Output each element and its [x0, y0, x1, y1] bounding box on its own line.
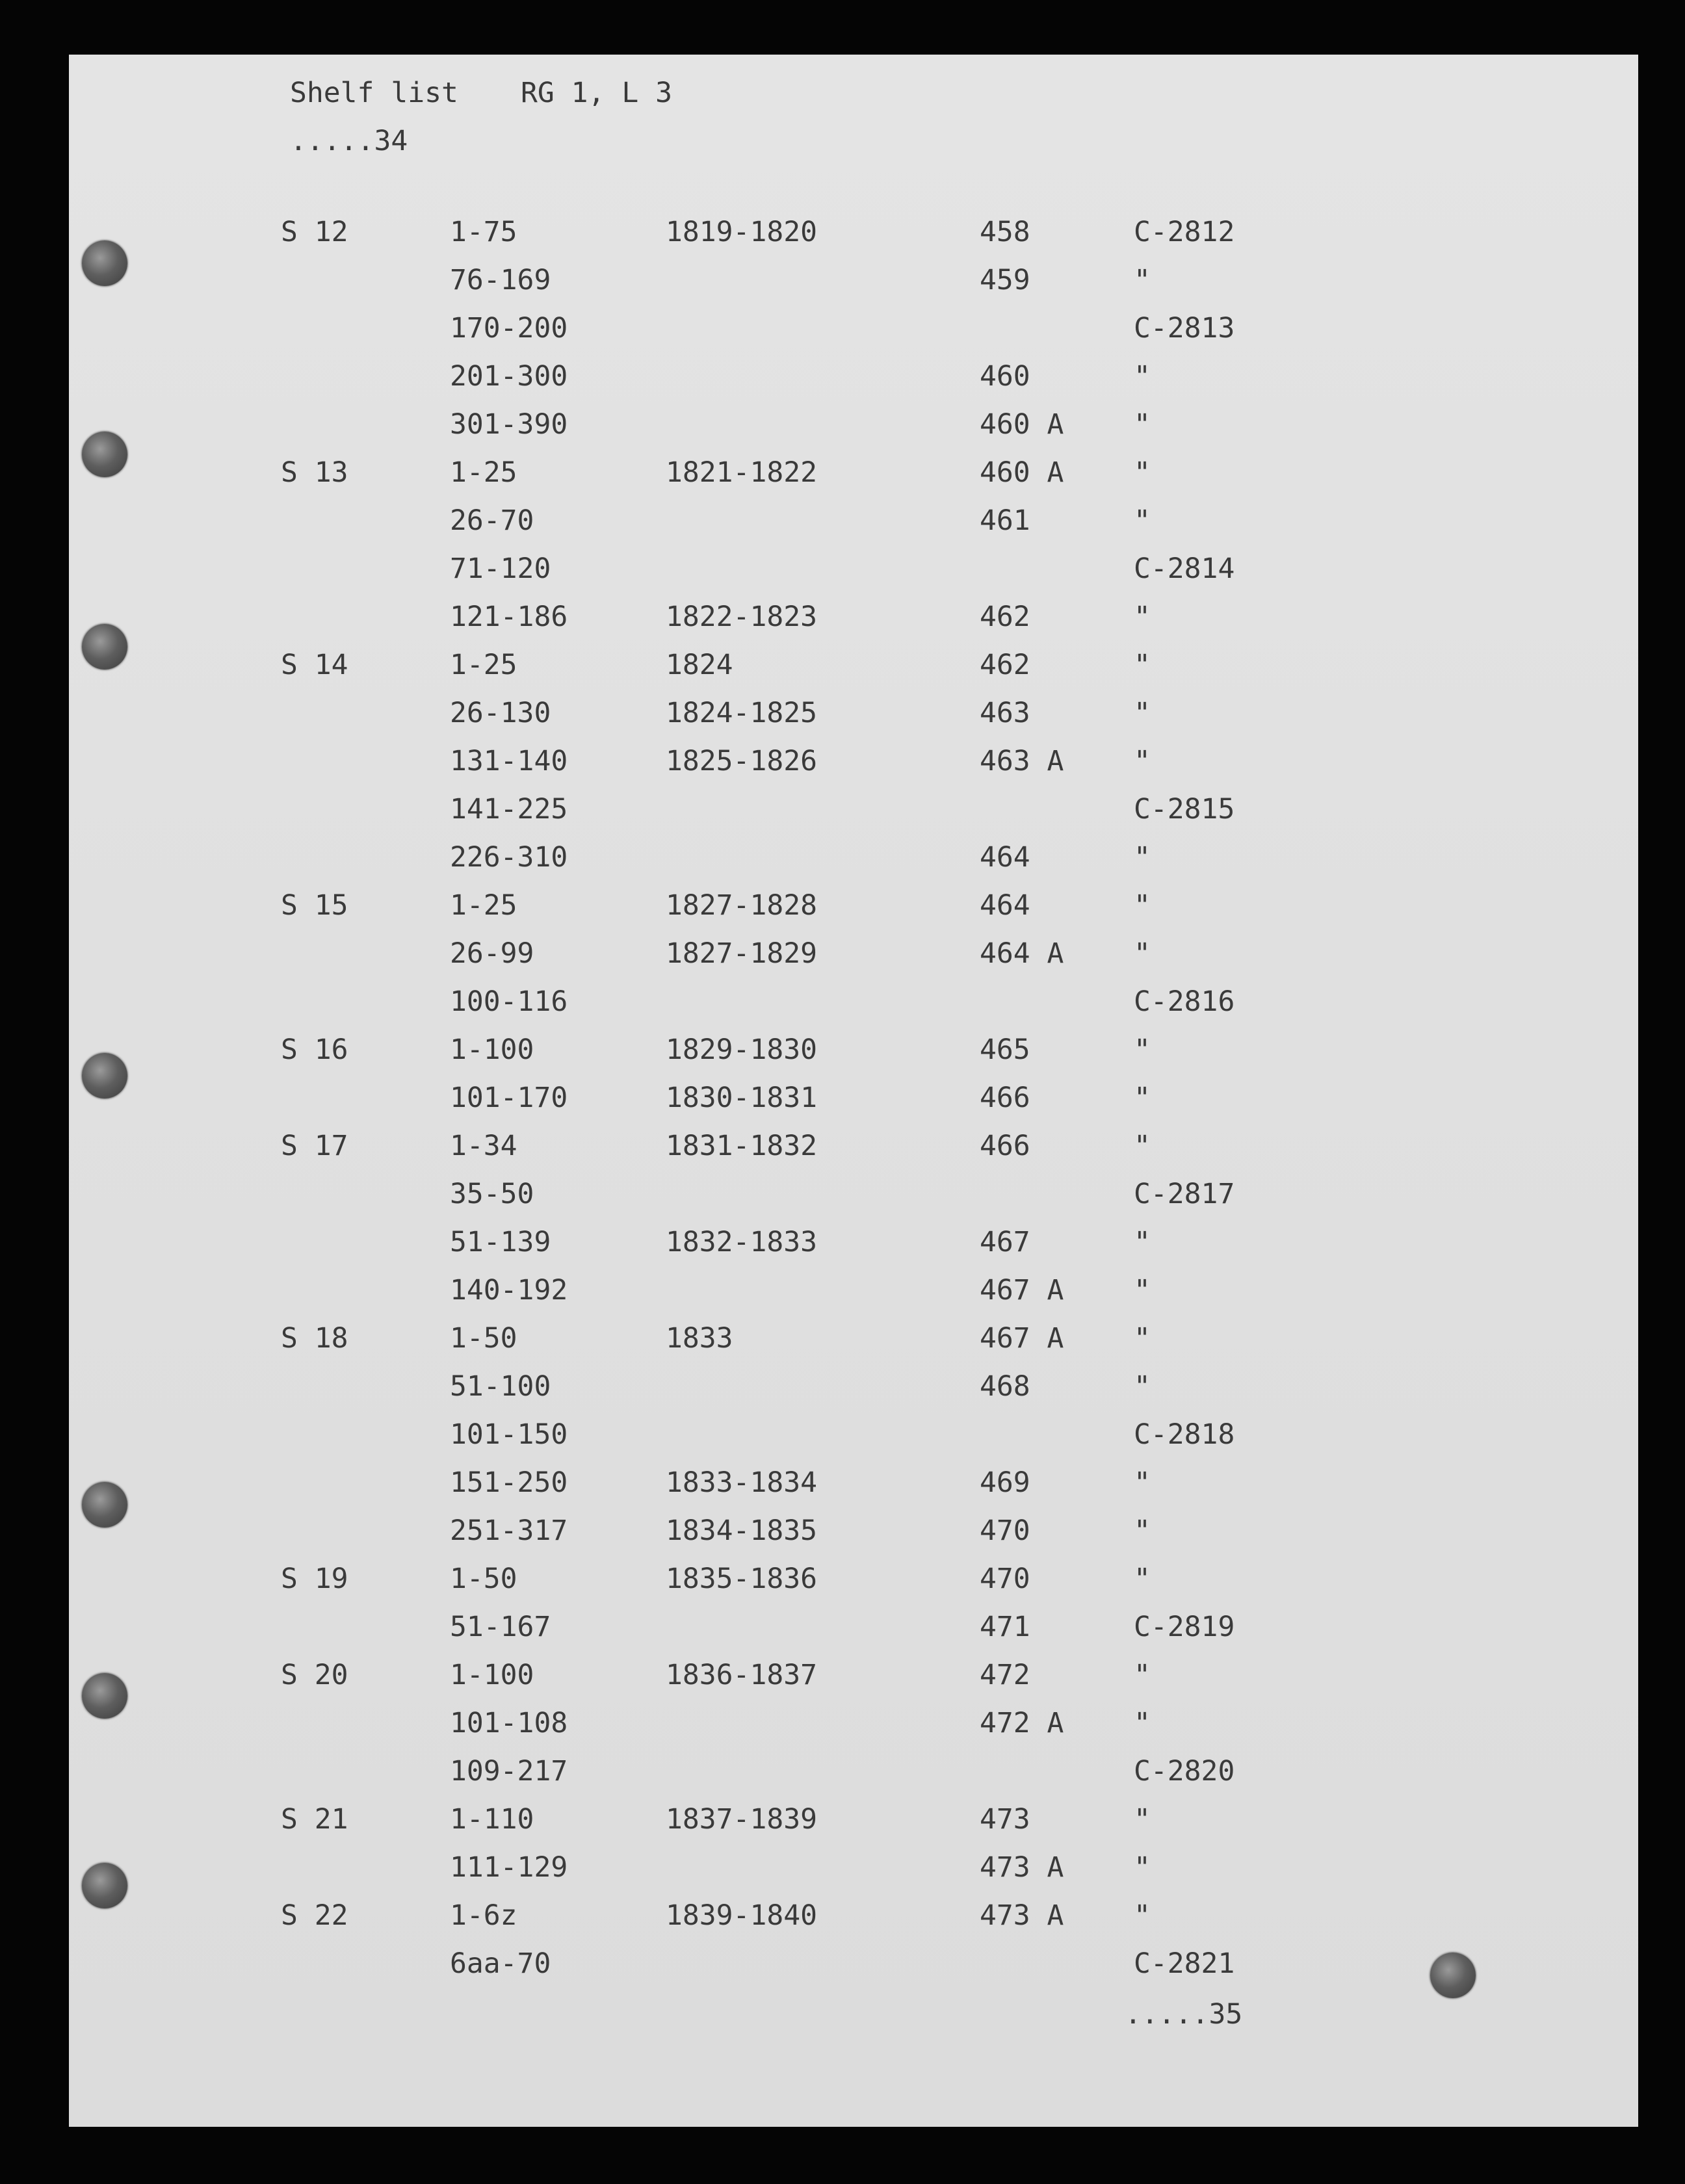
table-row — [69, 1755, 1638, 1806]
reel-number: C-2817 — [1134, 1178, 1235, 1210]
series-label: S 18 — [281, 1322, 348, 1355]
box-number: 465 — [980, 1034, 1030, 1066]
page-reference-previous: .....34 — [290, 125, 408, 157]
table-row — [69, 1132, 1638, 1180]
table-row — [69, 1514, 1638, 1565]
reel-number: C-2813 — [1134, 312, 1235, 344]
box-number: 472 A — [980, 1707, 1064, 1739]
reel-number: " — [1134, 1274, 1151, 1306]
table-row — [69, 841, 1638, 892]
item-range: 201-300 — [450, 360, 568, 393]
table-row — [69, 1613, 1638, 1661]
series-label: S 12 — [281, 216, 348, 248]
box-number: 467 — [980, 1226, 1030, 1258]
series-label: S 13 — [281, 456, 348, 489]
item-range: 131-140 — [450, 745, 568, 777]
table-row — [69, 218, 1638, 266]
box-number: 466 — [980, 1130, 1030, 1162]
series-label: S 19 — [281, 1563, 348, 1595]
reel-number: " — [1134, 889, 1151, 922]
item-range: 1-100 — [450, 1034, 534, 1066]
box-number: 461 — [980, 504, 1030, 537]
table-row — [69, 504, 1638, 555]
item-range: 6aa-70 — [450, 1947, 551, 1980]
reel-number: C-2812 — [1134, 216, 1235, 248]
table-row — [69, 266, 1638, 315]
box-number: 473 — [980, 1803, 1030, 1836]
item-range: 26-130 — [450, 697, 551, 729]
series-label: S 15 — [281, 889, 348, 922]
document-page — [69, 55, 1638, 2127]
item-range: 1-34 — [450, 1130, 517, 1162]
item-range: 109-217 — [450, 1755, 568, 1788]
table-row — [69, 603, 1638, 651]
box-number: 462 — [980, 601, 1030, 633]
item-range: 51-167 — [450, 1611, 551, 1643]
table-row — [69, 312, 1638, 363]
reel-number: C-2814 — [1134, 552, 1235, 585]
reel-number: " — [1134, 1082, 1151, 1114]
item-range: 301-390 — [450, 408, 568, 441]
reel-number: " — [1134, 1514, 1151, 1547]
item-range: 26-70 — [450, 504, 534, 537]
table-row — [69, 1322, 1638, 1373]
series-label: S 17 — [281, 1130, 348, 1162]
table-row — [69, 1803, 1638, 1854]
box-number: 460 A — [980, 456, 1064, 489]
series-label: S 20 — [281, 1659, 348, 1691]
reel-number: " — [1134, 1659, 1151, 1691]
reel-number: " — [1134, 1851, 1151, 1884]
box-number: 464 — [980, 841, 1030, 874]
item-range: 26-99 — [450, 937, 534, 970]
date-range: 1839-1840 — [666, 1899, 817, 1932]
item-range: 1-75 — [450, 216, 517, 248]
table-row — [69, 699, 1638, 748]
item-range: 1-25 — [450, 456, 517, 489]
box-number: 460 — [980, 360, 1030, 393]
date-range: 1833-1834 — [666, 1466, 817, 1499]
box-number: 473 A — [980, 1899, 1064, 1932]
reel-number: " — [1134, 601, 1151, 633]
reel-number: C-2820 — [1134, 1755, 1235, 1788]
table-row — [69, 1370, 1638, 1421]
date-range: 1821-1822 — [666, 456, 817, 489]
record-group: RG 1, L 3 — [521, 77, 672, 109]
reel-number: " — [1134, 1370, 1151, 1403]
date-range: 1830-1831 — [666, 1082, 817, 1114]
box-number: 458 — [980, 216, 1030, 248]
reel-number: " — [1134, 1707, 1151, 1739]
item-range: 76-169 — [450, 264, 551, 296]
item-range: 51-100 — [450, 1370, 551, 1403]
item-range: 251-317 — [450, 1514, 568, 1547]
reel-number: " — [1134, 1466, 1151, 1499]
item-range: 100-116 — [450, 985, 568, 1018]
date-range: 1829-1830 — [666, 1034, 817, 1066]
item-range: 151-250 — [450, 1466, 568, 1499]
reel-number: " — [1134, 408, 1151, 441]
item-range: 101-170 — [450, 1082, 568, 1114]
table-row — [69, 552, 1638, 603]
date-range: 1827-1828 — [666, 889, 817, 922]
reel-number: " — [1134, 697, 1151, 729]
box-number: 470 — [980, 1563, 1030, 1595]
reel-number: C-2816 — [1134, 985, 1235, 1018]
box-number: 470 — [980, 1514, 1030, 1547]
box-number: 464 — [980, 889, 1030, 922]
table-row — [69, 1180, 1638, 1228]
table-row — [69, 1036, 1638, 1084]
box-number: 464 A — [980, 937, 1064, 970]
box-number: 459 — [980, 264, 1030, 296]
item-range: 1-50 — [450, 1322, 517, 1355]
reel-number: C-2821 — [1134, 1947, 1235, 1980]
item-range: 51-139 — [450, 1226, 551, 1258]
page-reference-next: .....35 — [1125, 1998, 1243, 2031]
table-row — [69, 1466, 1638, 1517]
box-number: 469 — [980, 1466, 1030, 1499]
date-range: 1824 — [666, 649, 733, 681]
series-label: S 22 — [281, 1899, 348, 1932]
date-range: 1822-1823 — [666, 601, 817, 633]
date-range: 1819-1820 — [666, 216, 817, 248]
date-range: 1836-1837 — [666, 1659, 817, 1691]
item-range: 35-50 — [450, 1178, 534, 1210]
reel-number: " — [1134, 1130, 1151, 1162]
table-row — [69, 1418, 1638, 1469]
reel-number: " — [1134, 1899, 1151, 1932]
date-range: 1835-1836 — [666, 1563, 817, 1595]
box-number: 473 A — [980, 1851, 1064, 1884]
item-range: 226-310 — [450, 841, 568, 874]
reel-number: " — [1134, 1226, 1151, 1258]
table-row — [69, 1707, 1638, 1758]
item-range: 1-110 — [450, 1803, 534, 1836]
item-range: 111-129 — [450, 1851, 568, 1884]
reel-number: " — [1134, 1803, 1151, 1836]
box-number: 472 — [980, 1659, 1030, 1691]
reel-number: " — [1134, 1322, 1151, 1355]
table-row — [69, 1851, 1638, 1902]
reel-number: " — [1134, 745, 1151, 777]
date-range: 1825-1826 — [666, 745, 817, 777]
reel-number: " — [1134, 649, 1151, 681]
reel-number: " — [1134, 360, 1151, 393]
item-range: 121-186 — [450, 601, 568, 633]
table-row — [69, 889, 1638, 940]
box-number: 471 — [980, 1611, 1030, 1643]
series-label: S 21 — [281, 1803, 348, 1836]
reel-number: C-2818 — [1134, 1418, 1235, 1451]
item-range: 101-108 — [450, 1707, 568, 1739]
reel-number: C-2815 — [1134, 793, 1235, 826]
item-range: 1-25 — [450, 649, 517, 681]
box-number: 463 — [980, 697, 1030, 729]
table-row — [69, 1947, 1638, 1998]
table-row — [69, 408, 1638, 459]
table-row — [69, 1084, 1638, 1132]
item-range: 71-120 — [450, 552, 551, 585]
box-number: 467 A — [980, 1274, 1064, 1306]
table-row — [69, 745, 1638, 796]
date-range: 1837-1839 — [666, 1803, 817, 1836]
item-range: 1-6z — [450, 1899, 517, 1932]
box-number: 468 — [980, 1370, 1030, 1403]
table-row — [69, 360, 1638, 411]
item-range: 101-150 — [450, 1418, 568, 1451]
box-number: 462 — [980, 649, 1030, 681]
box-number: 466 — [980, 1082, 1030, 1114]
document-title: Shelf list — [290, 77, 458, 109]
item-range: 1-50 — [450, 1563, 517, 1595]
reel-number: " — [1134, 1034, 1151, 1066]
reel-number: " — [1134, 841, 1151, 874]
date-range: 1832-1833 — [666, 1226, 817, 1258]
shelf-list-table — [69, 218, 1638, 1998]
table-row — [69, 651, 1638, 699]
date-range: 1827-1829 — [666, 937, 817, 970]
series-label: S 14 — [281, 649, 348, 681]
item-range: 141-225 — [450, 793, 568, 826]
date-range: 1831-1832 — [666, 1130, 817, 1162]
reel-number: C-2819 — [1134, 1611, 1235, 1643]
reel-number: " — [1134, 504, 1151, 537]
table-row — [69, 937, 1638, 988]
reel-number: " — [1134, 937, 1151, 970]
item-range: 1-25 — [450, 889, 517, 922]
reel-number: " — [1134, 264, 1151, 296]
series-label: S 16 — [281, 1034, 348, 1066]
item-range: 170-200 — [450, 312, 568, 344]
box-number: 467 A — [980, 1322, 1064, 1355]
date-range: 1834-1835 — [666, 1514, 817, 1547]
item-range: 1-100 — [450, 1659, 534, 1691]
table-row — [69, 456, 1638, 507]
table-row — [69, 1228, 1638, 1277]
table-row — [69, 1565, 1638, 1613]
table-row — [69, 793, 1638, 844]
box-number: 463 A — [980, 745, 1064, 777]
reel-number: " — [1134, 1563, 1151, 1595]
box-number: 460 A — [980, 408, 1064, 441]
table-row — [69, 1661, 1638, 1710]
table-row — [69, 985, 1638, 1036]
reel-number: " — [1134, 456, 1151, 489]
table-row — [69, 1274, 1638, 1325]
item-range: 140-192 — [450, 1274, 568, 1306]
date-range: 1824-1825 — [666, 697, 817, 729]
table-row — [69, 1899, 1638, 1950]
date-range: 1833 — [666, 1322, 733, 1355]
